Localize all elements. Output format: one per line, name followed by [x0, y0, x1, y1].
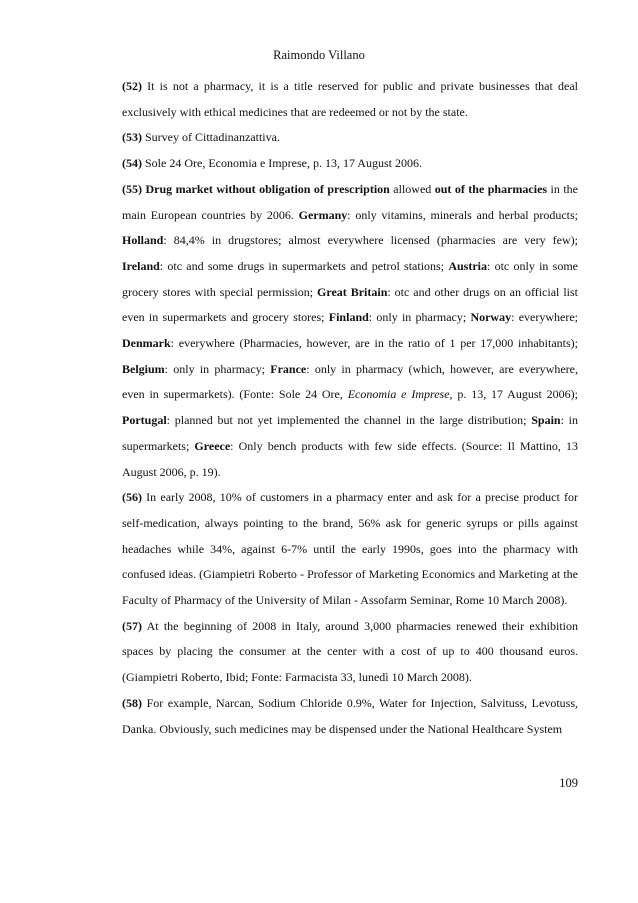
- note-55: [122, 177, 578, 485]
- bold-text: Austria: [448, 258, 487, 273]
- note-56: [122, 485, 578, 614]
- bold-text: (54): [122, 156, 142, 171]
- bold-text: Belgium: [122, 361, 165, 376]
- running-header: Raimondo Villano: [273, 48, 365, 62]
- note-57: [122, 614, 578, 691]
- note-text: : Only bench products with few side effects. (Source: Il Mattino, 13 August 2006, p. 19).: [122, 438, 579, 479]
- bold-text: (53): [122, 130, 142, 145]
- bold-text: Great Britain: [317, 284, 388, 299]
- note-text: : only in pharmacy;: [368, 310, 471, 325]
- bold-text: France: [270, 361, 307, 376]
- footnotes-body: [122, 74, 578, 742]
- note-text: At the beginning of 2008 in Italy, around 3,000 pharmacies renewed their exhibition spaces by placing the consumer at the center with a cost of up to 400 thousand euros. (Giampietri Roberto, Ibid; Fonte: Farmacista 33, lunedì 10 March 2008).: [122, 618, 578, 685]
- note-text: : otc and some drugs in supermarkets and petrol stations;: [159, 258, 449, 273]
- note-58: [122, 691, 578, 742]
- note-text: : only vitamins, minerals and herbal products;: [347, 207, 578, 222]
- note-54: [122, 151, 578, 177]
- page-number: 109: [559, 776, 578, 790]
- bold-text: (57): [122, 618, 142, 633]
- bold-text: (56): [122, 490, 142, 505]
- bold-text: out of the pharmacies: [434, 181, 548, 196]
- note-text: in the main European countries by 2006.: [122, 181, 578, 222]
- note-text: In early 2008, 10% of customers in a pharmacy enter and ask for a precise product for self-medication, always pointing to the brand, 56% ask for generic syrups or pills against headaches while 34%, against 6-7% until the early 1990s, goes into the pharmacy with confused ideas. (Giampietri Roberto - Professor of Marketing Economics and Marketing at the Faculty of Pharmacy of the University of Milan - Assofarm Seminar, Rome 10 March 2008).: [122, 490, 578, 608]
- bold-text: Finland: [328, 310, 369, 325]
- bold-text: (52): [122, 79, 142, 93]
- note-52: [122, 74, 578, 125]
- note-text: : everywhere (Pharmacies, however, are in the ratio of 1 per 17,000 inhabitants);: [170, 336, 578, 351]
- note-text: For example, Narcan, Sodium Chloride 0.9%, Water for Injection, Salvituss, Levotuss, Danka. Obviously, such medicines may be dispensed under the National Healthcare System: [122, 695, 578, 736]
- note-text: allowed: [389, 181, 435, 196]
- bold-text: Ireland: [122, 258, 160, 273]
- bold-text: (55) Drug market without obligation of prescription: [122, 181, 390, 196]
- note-text: : otc and other drugs on an official list even in supermarkets and grocery stores;: [122, 284, 578, 325]
- bold-text: (58): [122, 695, 142, 710]
- note-53: [122, 125, 578, 151]
- bold-text: Portugal: [122, 413, 167, 428]
- note-text: , p. 13, 17 August 2006);: [449, 387, 578, 402]
- bold-text: Spain: [531, 413, 561, 428]
- italic-text: Economia e Imprese: [347, 387, 450, 402]
- note-text: : planned but not yet implemented the channel in the large distribution;: [166, 413, 532, 428]
- note-text: : everywhere;: [511, 310, 578, 325]
- note-text: : 84,4% in drugstores; almost everywhere licensed (pharmacies are very few);: [163, 233, 578, 248]
- bold-text: Holland: [122, 233, 164, 248]
- note-text: Survey of Cittadinanzattiva.: [142, 130, 280, 145]
- bold-text: Greece: [194, 438, 231, 453]
- note-text: : only in pharmacy (which, however, are everywhere, even in supermarkets). (Fonte: Sole 24 Ore,: [122, 361, 578, 402]
- bold-text: Norway: [470, 310, 512, 325]
- note-text: : in supermarkets;: [122, 413, 578, 453]
- bold-text: Germany: [298, 207, 348, 222]
- note-text: : only in pharmacy;: [164, 361, 271, 376]
- bold-text: Denmark: [122, 336, 171, 351]
- note-text: Sole 24 Ore, Economia e Imprese, p. 13, 17 August 2006.: [142, 156, 422, 171]
- note-text: It is not a pharmacy, it is a title reserved for public and private businesses that deal exclusively with ethical medicines that are redeemed or not by the state.: [122, 79, 578, 119]
- note-text: : otc only in some grocery stores with special permission;: [122, 258, 578, 299]
